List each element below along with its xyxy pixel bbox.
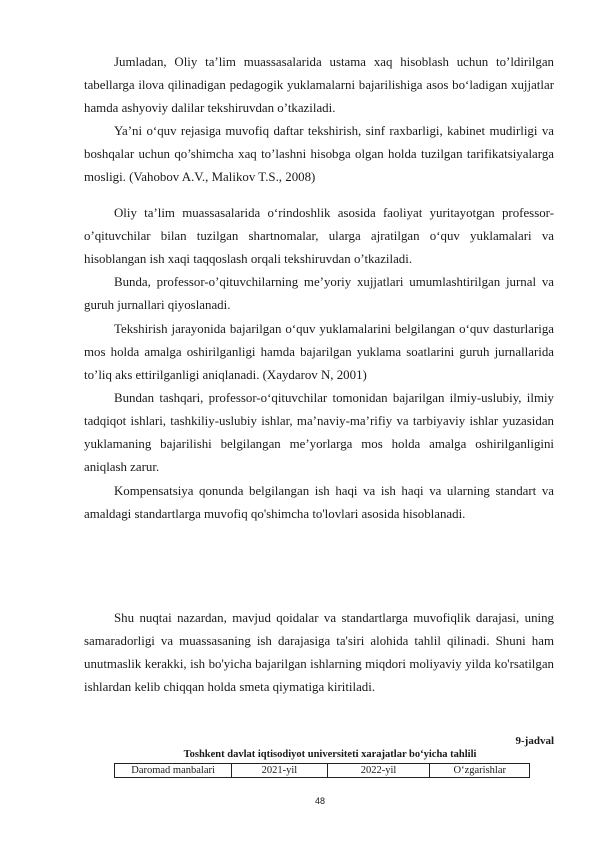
paragraph-3: Oliy ta’lim muassasalarida o‘rindoshlik asosida faoliyat yuritayotgan professor-o’qituvchilar bilan tuzilgan shartnomalar, ularga ajratilgan o‘quv yuklamalari va hisoblangan ish xaqi taqqoslash orqali tekshiruvdan o’tkaziladi. — [84, 206, 554, 267]
table-title: Toshkent davlat iqtisodiyot universiteti xarajatlar bo‘yicha tahlili — [183, 749, 477, 760]
paragraph-4: Bunda, professor-o’qituvchilarning me’yoriy xujjatlari umumlashtirilgan jurnal va guruh jurnallari qiyoslanadi. — [84, 275, 554, 313]
header-year-2021: 2021-yil — [232, 764, 327, 778]
header-changes: O‘zgarishlar — [430, 764, 530, 778]
page-number: 48 — [314, 796, 325, 806]
paragraph-1: Jumladan, Oliy ta’lim muassasalarida ustama xaq hisoblash uchun to’ldirilgan tabellarga ilova qilinadigan pedagogik yuklamalarni bajarilishiga asos bo‘ladigan xujjatlar hamda ashyoviy dalilar tekshiruvdan o’tkaziladi. — [84, 55, 554, 116]
table-label: 9-jadval — [515, 735, 554, 747]
header-revenue-sources: Daromad manbalari — [115, 764, 232, 778]
paragraph-7: Kompensatsiya qonunda belgilangan ish haqi va ish haqi va ularning standart va amaldagi standartlarga muvofiq qo'shimcha to'lovlari asosida hisoblanadi. — [84, 484, 554, 522]
paragraph-8: Shu nuqtai nazardan, mavjud qoidalar va standartlarga muvofiqlik darajasi, uning samaradorligi va muassasaning ish darajasiga ta'siri alohida tahlil qilinadi. Shuni ham unutmaslik kerakki, ish bo'yicha bajarilgan ishlarning miqdori moliyaviy yilda ko'rsatilgan ishlardan kelib chiqqan holda smeta qiymatiga kiritiladi. — [84, 611, 554, 695]
header-year-2022: 2022-yil — [327, 764, 430, 778]
table-header-row — [115, 764, 530, 778]
paragraph-5: Tekshirish jarayonida bajarilgan o‘quv yuklamalarini belgilangan o‘quv dasturlariga mos holda amalga oshirilganligi hamda bajarilgan yuklama soatlarini guruh jurnallarida to’liq aks ettirilganligi aniqlanadi. (Xaydarov N, 2001) — [84, 322, 554, 383]
paragraph-6: Bundan tashqari, professor-o‘qituvchilar tomonidan bajarilgan ilmiy-uslubiy, ilmiy tadqiqot ishlari, tashkiliy-uslubiy ishlar, ma’naviy-ma’rifiy va tarbiyaviy ishlar yuzasidan yuklamaning bajarilishi belgilangan me’yorlarga mos holda amalga oshirilganligini aniqlash zarur. — [84, 391, 554, 475]
paragraph-2: Ya’ni o‘quv rejasiga muvofiq daftar tekshirish, sinf raxbarligi, kabinet mudirligi va boshqalar uchun qo’shimcha xaq to’lashni hisobga olgan holda tuzilgan tarifikatsiyalarga mosligi. (Vahobov A.V., Malikov T.S., 2008) — [84, 124, 554, 185]
revenue-table — [114, 763, 530, 778]
